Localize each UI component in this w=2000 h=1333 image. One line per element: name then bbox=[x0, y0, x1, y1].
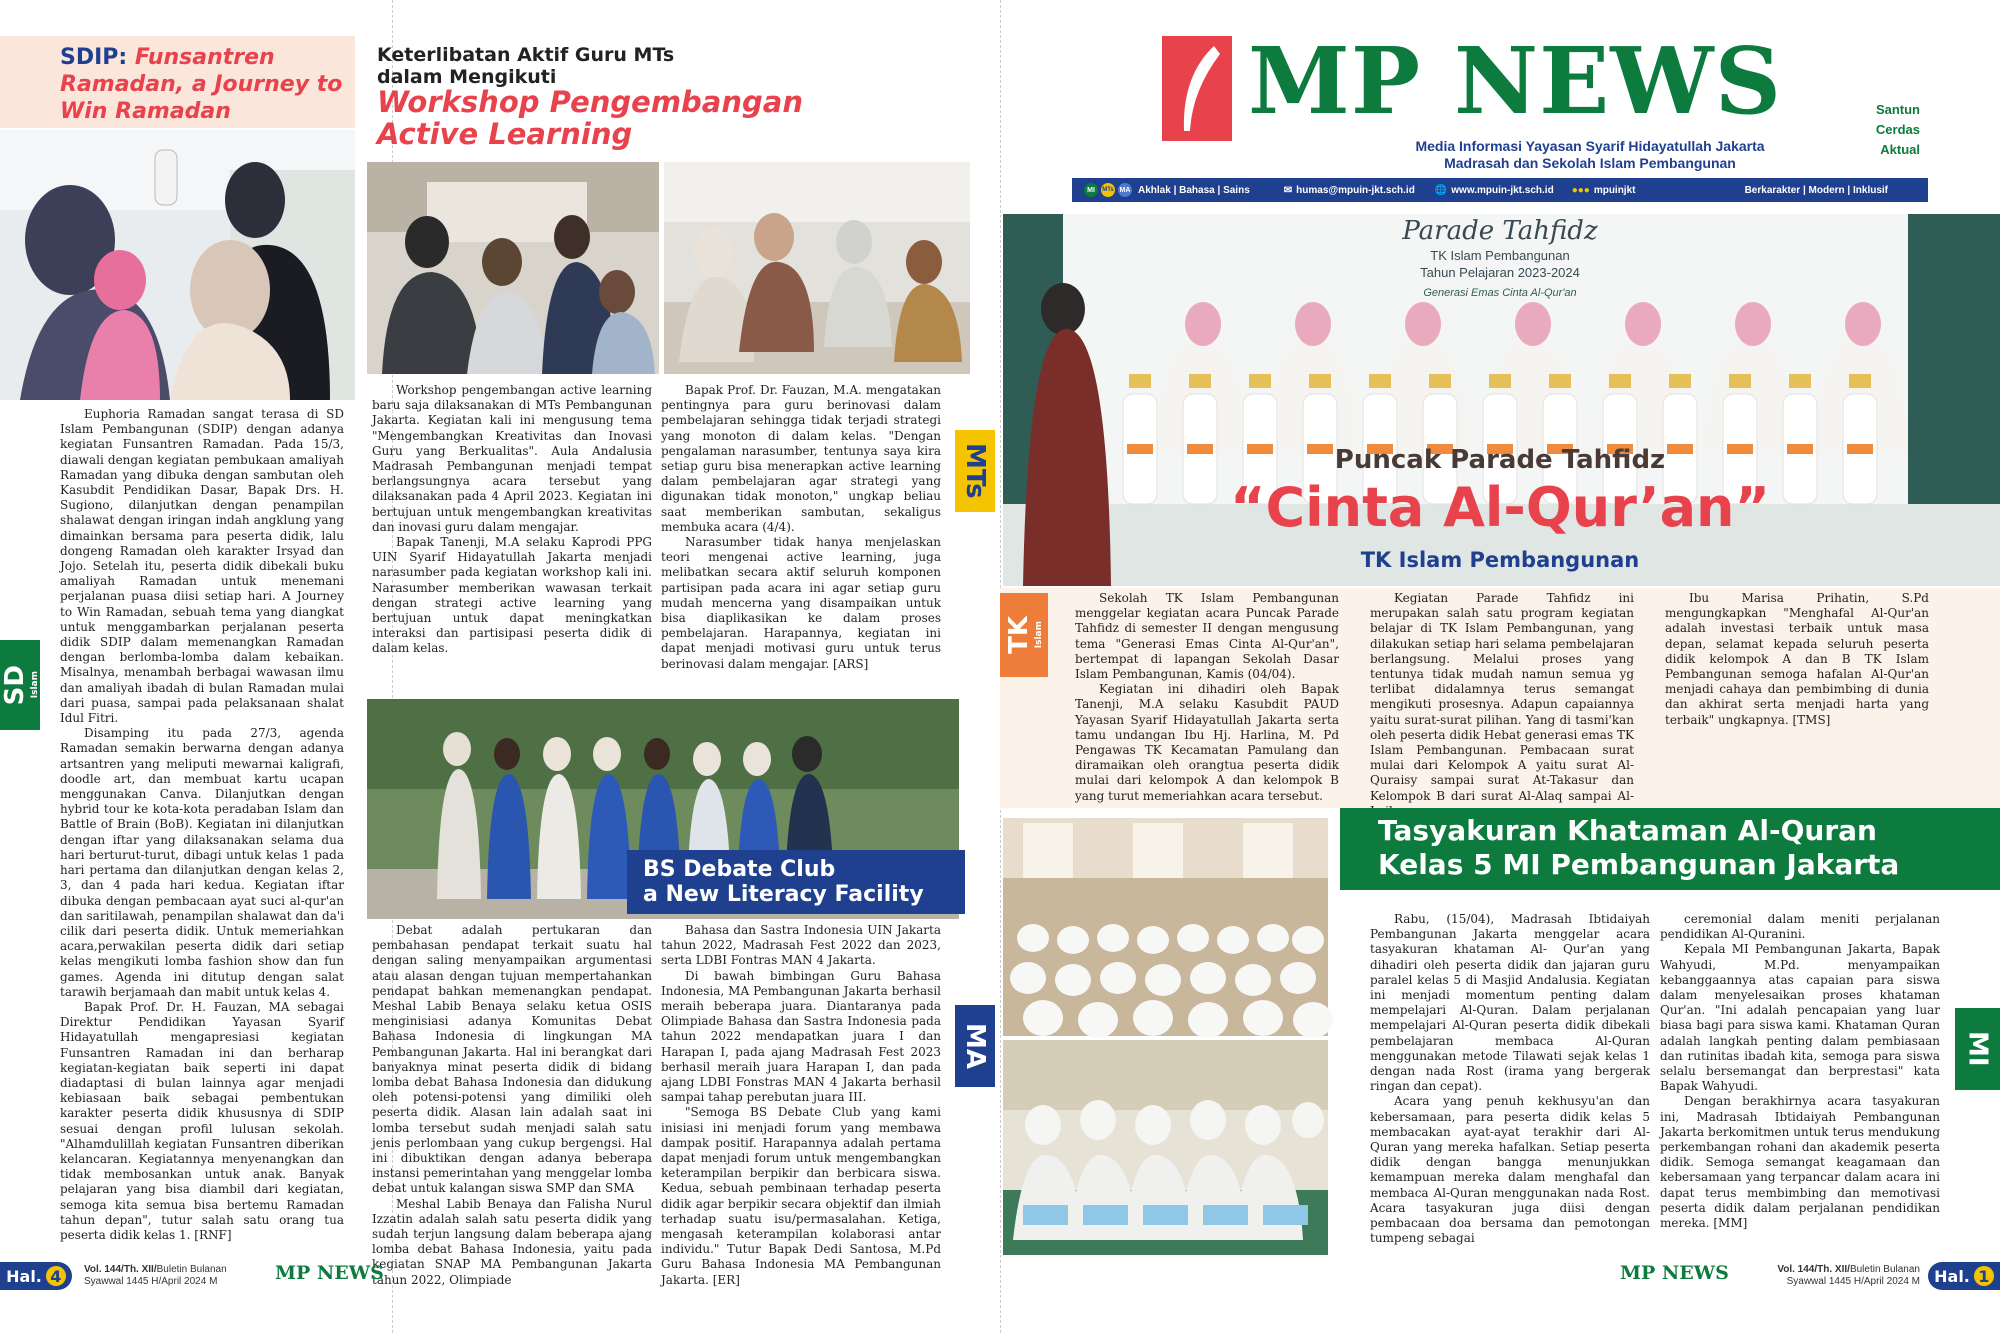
quill-icon bbox=[1162, 36, 1232, 141]
right-volume-info bbox=[1770, 1264, 1920, 1288]
sd-photo bbox=[0, 130, 355, 400]
mts-title: Workshop Pengembangan Active Learning bbox=[377, 85, 803, 151]
strip-values-right: Berkarakter | Modern | Inklusif bbox=[1744, 184, 1888, 196]
masthead-subtitle bbox=[1320, 138, 1860, 172]
mi-text-col1 bbox=[1370, 912, 1650, 1257]
email-link[interactable]: humas@mpuin-jkt.sch.id bbox=[1296, 184, 1415, 196]
ma-paragraph: Di bawah bimbingan Guru Bahasa Indonesia, MA Pembangunan Jakarta berhasil meraih beberapa juara. Diantaranya pada Olimpiade Bahasa dan Sastra Indonesia pada tahun 2022 mendapatkan juara I dan Harapan I, pada ajang Madrasah Fest 2023 berhasil meraih juara Harapan I, dan pada ajang LDBI Fonstras MAN 4 Jakarta berhasil sampai tahap perebutan juara III. bbox=[661, 968, 941, 1105]
badge-ma: MA bbox=[1118, 183, 1132, 197]
mi-paragraph: Acara yang penuh kekhusyu'an dan kebersamaan, para peserta didik kelas 5 membacakan ayat-ayat terakhir dari Al-Quran yang mereka hafalkan. Setiap peserta didik dengan bangga menunjukkan kemampuan mereka dalam menghafal dan membaca Al-Quran menggunakan nada Rost. Acara tasyakuran juga diisi dengan pembacaan doa bersama dan pemotongan tumpeng sebagai bbox=[1370, 1094, 1650, 1246]
contact-strip bbox=[1072, 178, 1928, 202]
mi-section bbox=[1000, 808, 2000, 1258]
ma-title-line1: BS Debate Club bbox=[643, 857, 836, 882]
hero-banner bbox=[1380, 215, 1620, 305]
left-footer-brand: MP NEWS bbox=[275, 1262, 384, 1284]
hero-title: “Cinta Al-Qur’an” bbox=[1230, 476, 1770, 539]
mts-tab-label: MTs bbox=[960, 443, 990, 499]
hero-banner-line1: Parade Tahfidz bbox=[1402, 216, 1598, 246]
mts-paragraph: Workshop pengembangan active learning baru saja dilaksanakan di MTs Pembangunan Jakarta. Kegiatan kali ini mengusung tema "Mengembangkan Kreativitas dan Inovasi Guru yang Berkualitas". Aula Andalusia Madrasah Pembangunan menjadi tempat berlangsungnya acara tersebut yang dilaksanakan pada 4 April 2023. Kegiatan ini bertujuan untuk mengembangkan kreativitas dan inovasi guru dalam mengajar. bbox=[372, 383, 652, 534]
right-footer bbox=[1000, 1262, 2000, 1302]
sd-title-prefix: SDIP: bbox=[60, 45, 128, 70]
tk-paragraph: Kegiatan Parade Tahfidz ini merupakan salah satu program kegiatan belajar di TK Islam Pembangunan, yang dilakukan setiap hari selama pembelajaran berlangsung. Melalui proses yang tentunya tidak mudah namun semua yg terlibat didalamnya terus semangat mengikuti prosesnya. Adapun capaiannya yaitu surat-surat pilihan. Yang di tasmi'kan oleh peserta didik Hebat generasi emas TK Islam Pembangunan. Pembacaan surat mulai dari Kelompok A yaitu surat Al- Quraisy sampai surat At-Takasur dan Kelompok B dari surat Al-Alaq sampai Al- bbox=[1370, 591, 1634, 803]
mail-icon: ✉ bbox=[1283, 184, 1293, 196]
social-icons: ●●● bbox=[1571, 184, 1590, 196]
ma-text-col2 bbox=[661, 923, 941, 1287]
tk-tab-label: TK bbox=[1004, 616, 1034, 654]
hero-banner-line4: Generasi Emas Cinta Al-Qur'an bbox=[1423, 287, 1577, 299]
tk-tab-sublabel: Islam bbox=[1034, 621, 1044, 649]
masthead-title: MP NEWS bbox=[1248, 27, 1783, 135]
mts-text-col1 bbox=[372, 383, 652, 678]
right-date: Syawwal 1445 H/April 2024 M bbox=[1786, 1276, 1920, 1287]
right-vol2: Buletin Bulanan bbox=[1849, 1264, 1920, 1275]
hero-banner-line2: TK Islam Pembangunan bbox=[1430, 248, 1570, 263]
mi-paragraph: ceremonial dalam meniti perjalanan pendidikan Al-Quranini. bbox=[1660, 912, 1940, 942]
badge-mi: MI bbox=[1084, 183, 1098, 197]
mts-photo-2 bbox=[664, 162, 970, 374]
left-vol: Vol. 144/Th. XII/ bbox=[84, 1264, 157, 1275]
right-vol: Vol. 144/Th. XII/ bbox=[1777, 1264, 1850, 1275]
mts-tab bbox=[955, 430, 995, 512]
social-handle[interactable]: mpuinjkt bbox=[1593, 184, 1636, 196]
sd-text bbox=[60, 407, 344, 1247]
mi-text-col2 bbox=[1660, 912, 1940, 1257]
mi-photo-1 bbox=[1003, 818, 1328, 1036]
tk-paragraph: Sekolah TK Islam Pembangunan menggelar kegiatan acara Puncak Parade Tahfidz di semester II dengan mengusung tema "Generasi Emas Cinta Al-Qur'an", bertempat di lapangan Sekolah Dasar Islam Pembangunan, Kamis (04/04). bbox=[1075, 591, 1339, 682]
mi-tab bbox=[1955, 1008, 2000, 1090]
ma-paragraph: Bahasa dan Sastra Indonesia UIN Jakarta tahun 2022, Madrasah Fest 2022 dan 2023, serta LDBI Fontras MAN 4 Jakarta. bbox=[661, 923, 941, 968]
mi-title bbox=[1378, 814, 1978, 882]
mts-photo-1 bbox=[367, 162, 659, 374]
tk-section bbox=[1000, 588, 2000, 808]
tk-text-col2 bbox=[1370, 591, 1634, 803]
website-link[interactable]: www.mpuin-jkt.sch.id bbox=[1451, 184, 1554, 196]
mi-paragraph: Kepala MI Pembangunan Jakarta, Bapak Wahyudi, M.Pd. menyampaikan kebanggaannya atas capaian para siswa dalam menyelesaikan proses khataman Qur'an. "Ini adalah pencapaian yang luar biasa bagi para siswa kami. Khataman Quran adalah langkah penting dalam pembiasaan dan rutinitas ibadah kita, semoga para siswa selalu bersemangat dan berprestasi" kata Bapak Wahyudi. bbox=[1660, 942, 1940, 1094]
sd-paragraph: Euphoria Ramadan sangat terasa di SD Islam Pembangunan (SDIP) dengan adanya kegiatan Funsantren Ramadan. Pada 15/3, diawali dengan kegiatan pembukaan amaliyah Ramadan yang dibuka dengan sambutan oleh Kasubdit Pendidikan Dasar, Bapak Drs. H. Sugiono, dilanjutkan dengan penampilan shalawat dengan iringan indah angklung yang dimainkan bersama para peserta didik, lalu dongeng Ramadan oleh karakter Irsyad dan Jojo. Setelah itu, peserta didik dibekali buku amaliyah Ramadan untuk menemani perjalanan puasa diisi setiap hari. A Journey to Win Ramadan, sebuah tema yang diangkat untuk menggambarkan perjalanan peserta didik SDIP dalam memenangkan Ramadan dengan berlomba-lomba dalam kebaikan. Misalnya, menambah berbagai wawasan ilmu dan amaliyah ibadah di bulan Ramadan mulai dari puasa, sampai pada pelaksanaan shalat Idul Fitri. bbox=[60, 407, 344, 726]
hero-banner-line3: Tahun Pelajaran 2023-2024 bbox=[1420, 265, 1580, 280]
ma-text-col1 bbox=[372, 923, 652, 1287]
mi-paragraph: Rabu, (15/04), Madrasah Ibtidaiyah Pembangunan Jakarta menggelar acara tasyakuran khataman Al- Qur'an yang dihadiri oleh peserta didik dan jajaran guru paralel kelas 5 di Masjid Andalusia. Kegiatan ini menjadi momentum penting dalam mempelajari Al-Quran. Dalam perjalanan mempelajari Al-Quran peserta didik dibekali pembelajaran membaca Al-Quran menggunakan metode Tilawati sejak kelas 1 dengan nada Rost (irama yang bergerak ringan dan cepat). bbox=[1370, 912, 1650, 1094]
sd-tab-sublabel: Islam bbox=[30, 671, 40, 699]
masthead-subtitle-2: Madrasah dan Sekolah Islam Pembangunan bbox=[1444, 155, 1736, 171]
motto bbox=[1850, 100, 1920, 160]
mi-title-line2: Kelas 5 MI Pembangunan Jakarta bbox=[1378, 848, 1900, 881]
hero-kicker: Puncak Parade Tahfidz bbox=[1334, 445, 1666, 475]
ma-tab bbox=[955, 1005, 995, 1087]
mts-paragraph: Bapak Prof. Dr. Fauzan, M.A. mengatakan pentingnya para guru berinovasi dalam pembelajaran sehingga tidak terjadi strategi yang monoton di dalam kelas. "Dengan pengalaman narasumber, tentunya saya kira setiap guru bisa menerapkan active learning dalam pembelajaran agar strategi yang digunakan tidak monoton," ungkap beliau saat memberikan sambutan, sekaligus membuka acara (4/4). bbox=[661, 383, 941, 534]
left-page-number bbox=[0, 1262, 72, 1290]
globe-icon: 🌐 bbox=[1434, 184, 1448, 196]
badge-mts: MTs bbox=[1101, 183, 1115, 197]
sd-section bbox=[0, 0, 355, 1333]
mts-kicker: Keterlibatan Aktif Guru MTs dalam Mengikuti bbox=[377, 44, 675, 88]
ma-title-line2: a New Literacy Facility bbox=[643, 882, 924, 907]
mi-paragraph: Dengan berakhirnya acara tasyakuran ini, Madrasah Ibtidaiyah Pembangunan Jakarta berkomitmen untuk terus mendukung perkembangan rohani dan akademik peserta didik. Semoga semangat keagamaan dan kebersamaan yang terpancar dalam acara ini dapat terus membimbing dan memotivasi peserta didik dalam perjalanan pendidikan mereka. [MM] bbox=[1660, 1094, 1940, 1231]
tk-text-col1 bbox=[1075, 591, 1339, 803]
right-page-number bbox=[1928, 1262, 2000, 1290]
sd-tab bbox=[0, 640, 40, 730]
mts-section bbox=[365, 0, 1000, 690]
quill-logo bbox=[1162, 36, 1232, 141]
left-volume-info bbox=[84, 1264, 264, 1288]
mts-text-col2 bbox=[661, 383, 941, 678]
right-footer-brand: MP NEWS bbox=[1620, 1262, 1729, 1284]
motto-2: Cerdas bbox=[1875, 122, 1920, 137]
sd-paragraph: Bapak Prof. Dr. H. Fauzan, MA sebagai Direktur Pendidikan Yayasan Syarif Hidayatullah mengapresiasi kegiatan Funsantren Ramadan ini dan berharap kegiatan-kegiatan baik seperti ini dapat diadaptasi di bulan lainnya agar menjadi kebiasaan baik sebagai pembentukan karakter peserta didik khususnya di SDIP sesuai dengan profil lulusan sekolah. "Alhamdulillah kegiatan Funsantren diberikan kelancaran. Kegiatannya menyenangkan dan tidak membosankan untuk anak. Banyak pelajaran yang bisa diambil dari kegiatan, semoga kita semua bisa bertemu Ramadan tahun depan", tutur salah satu orang tua peserta didik kelas 1. [RNF] bbox=[60, 999, 344, 1242]
ma-tab-label: MA bbox=[960, 1023, 990, 1069]
mi-photo-2 bbox=[1003, 1040, 1328, 1255]
mts-paragraph: Bapak Tanenji, M.A selaku Kaprodi PPG UIN Syarif Hidayatullah Jakarta menjadi narasumber pada kegiatan workshop kali ini. Narasumber memberikan wawasan terkait dengan strategi active learning yang bertujuan untuk dapat meningkatkan interaksi dan partisipasi peserta didik di dalam kelas. bbox=[372, 535, 652, 656]
tk-text-col3 bbox=[1665, 591, 1929, 796]
tk-tab bbox=[1000, 593, 1048, 677]
motto-3: Aktual bbox=[1880, 142, 1920, 157]
mts-paragraph: Narasumber tidak hanya menjelaskan teori mengenai active learning, juga melibatkan secara aktif seluruh komponen partisipan pada acara ini agar setiap guru mudah mencerna yang disampaikan untuk bisa diaplikasikan ke dalam proses pembelajaran. Harapannya, kegiatan ini dapat menjadi motivasi guru untuk terus berinovasi dalam mengajar. [ARS] bbox=[661, 535, 941, 671]
ma-section bbox=[365, 695, 1000, 1295]
mi-tab-label: MI bbox=[1962, 1031, 1993, 1067]
left-date: Syawwal 1445 H/April 2024 M bbox=[84, 1276, 218, 1287]
ma-paragraph: Meshal Labib Benaya dan Falisha Nurul Izzatin adalah salah satu peserta didik yang sudah terjun langsung dalam beberapa ajang lomba debat Bahasa Indonesia, yaitu pada kegiatan SNAP MA Pembangunan Jakarta tahun 2022, Olimpiade bbox=[372, 1196, 652, 1287]
hero-subtitle: TK Islam Pembangunan bbox=[1360, 548, 1640, 572]
right-hal-num: 1 bbox=[1974, 1266, 1994, 1286]
mi-title-line1: Tasyakuran Khataman Al-Quran bbox=[1378, 814, 1877, 847]
ma-paragraph: "Semoga BS Debate Club yang kami inisiasi ini menjadi forum yang membawa dampak positif. Harapannya adalah pertama dapat menjadi forum untuk mengembangkan keterampilan berpikir dan berbicara siswa. Kedua, sebuah pembinaan terhadap peserta didik agar berpikir secara objektif dan ilmiah terhadap suatu isu/permasalahan. Ketiga, mengasah keterampilan kolaborasi antar individu." Tutur Bapak Dedi Santosa, M.Pd Guru Bahasa Indonesia MA Pembangunan Jakarta. [ER] bbox=[661, 1105, 941, 1287]
right-hal-label: Hal. bbox=[1934, 1266, 1970, 1286]
sd-title-main: Funsantren Ramadan, a Journey to Win Ramadan bbox=[60, 45, 343, 124]
masthead-subtitle-1: Media Informasi Yayasan Syarif Hidayatullah Jakarta bbox=[1415, 138, 1765, 154]
motto-1: Santun bbox=[1875, 102, 1920, 117]
strip-values-left: Akhlak | Bahasa | Sains bbox=[1138, 184, 1250, 196]
left-hal-num: 4 bbox=[46, 1266, 66, 1286]
left-footer bbox=[0, 1262, 1000, 1302]
sd-title bbox=[60, 44, 350, 125]
tk-paragraph: Kegiatan ini dihadiri oleh Bapak Tanenji, M.A selaku Kasubdit PAUD Yayasan Syarif Hidayatullah Jakarta serta tamu undangan Ibu Hj. Harlina, M. Pd Pengawas TK Kecamatan Pamulang dan diramaikan oleh orangtua peserta didik mulai dari kelompok A dan kelompok B yang turut memeriahkan acara tersebut. bbox=[1075, 682, 1339, 803]
sd-tab-label: SD bbox=[0, 664, 30, 706]
ma-title-box bbox=[627, 850, 965, 914]
sd-paragraph: Disamping itu pada 27/3, agenda Ramadan semakin berwarna dengan adanya artsantren yang meliputi mewarnai kaligrafi, doodle art, dan membuat kartu ucapan menggunakan Canva. Dilanjutkan dengan hybrid tour ke kota-kota peradaban Islam dan Battle of Brain (BoB). Kegiatan ini dilanjutkan dengan iftar yang dilaksanakan selama dua hari berturut-turut, dibagi untuk kelas 1 pada hari pertama dan dilanjutkan dengan kelas 2, 3, dan 4 pada hari kedua. Kegiatan iftar dibuka dengan pembacaan ayat suci al-qur'an dan saritilawah, penampilan shalawat dan da'i cilik dari peserta didik. Untuk memeriahkan acara,perwakilan peserta didik dari setiap kelas mengikuti lomba fashion show dan fun games. Agenda ini ditutup dengan salat tarawih berjamaah dan mabit untuk kelas 4. bbox=[60, 726, 344, 999]
tk-paragraph: Ibu Marisa Prihatin, S.Pd mengungkapkan "Menghafal Al-Qur'an adalah investasi terbaik untuk masa depan, selamat kepada seluruh peserta didik kelompok A dan B TK Islam Pembangunan semoga hafalan Al-Qur'an menjadi cahaya dan pembimbing di dunia dan akhirat serta menjadi harta yang terbaik" ungkapnya. [TMS] bbox=[1665, 591, 1929, 727]
left-hal-label: Hal. bbox=[6, 1266, 42, 1286]
ma-paragraph: Debat adalah pertukaran dan pembahasan pendapat terkait suatu hal dengan saling menyampaikan argumentasi atau alasan dengan tujuan mempertahankan pendapat bahkan memenangkan pendapat. Meshal Labib Benaya selaku ketua OSIS menginisiasi adanya Komunitas Debat Bahasa Indonesia di lingkungan MA Pembangunan Jakarta. Hal ini berangkat dari banyaknya minat peserta didik di bidang lomba debat Bahasa Indonesia dan didukung oleh potensi-potensi yang dimiliki oleh peserta didik. Alasan lain adalah saat ini lomba tersebut sudah menjadi salah satu jenis perlombaan yang cukup bergengsi. Hal ini dibuktikan dengan adanya beberapa instansi pemerintahan yang menggelar lomba debat untuk kalangan siswa SMP dan SMA bbox=[372, 923, 652, 1196]
left-vol2: Buletin Bulanan bbox=[156, 1264, 227, 1275]
